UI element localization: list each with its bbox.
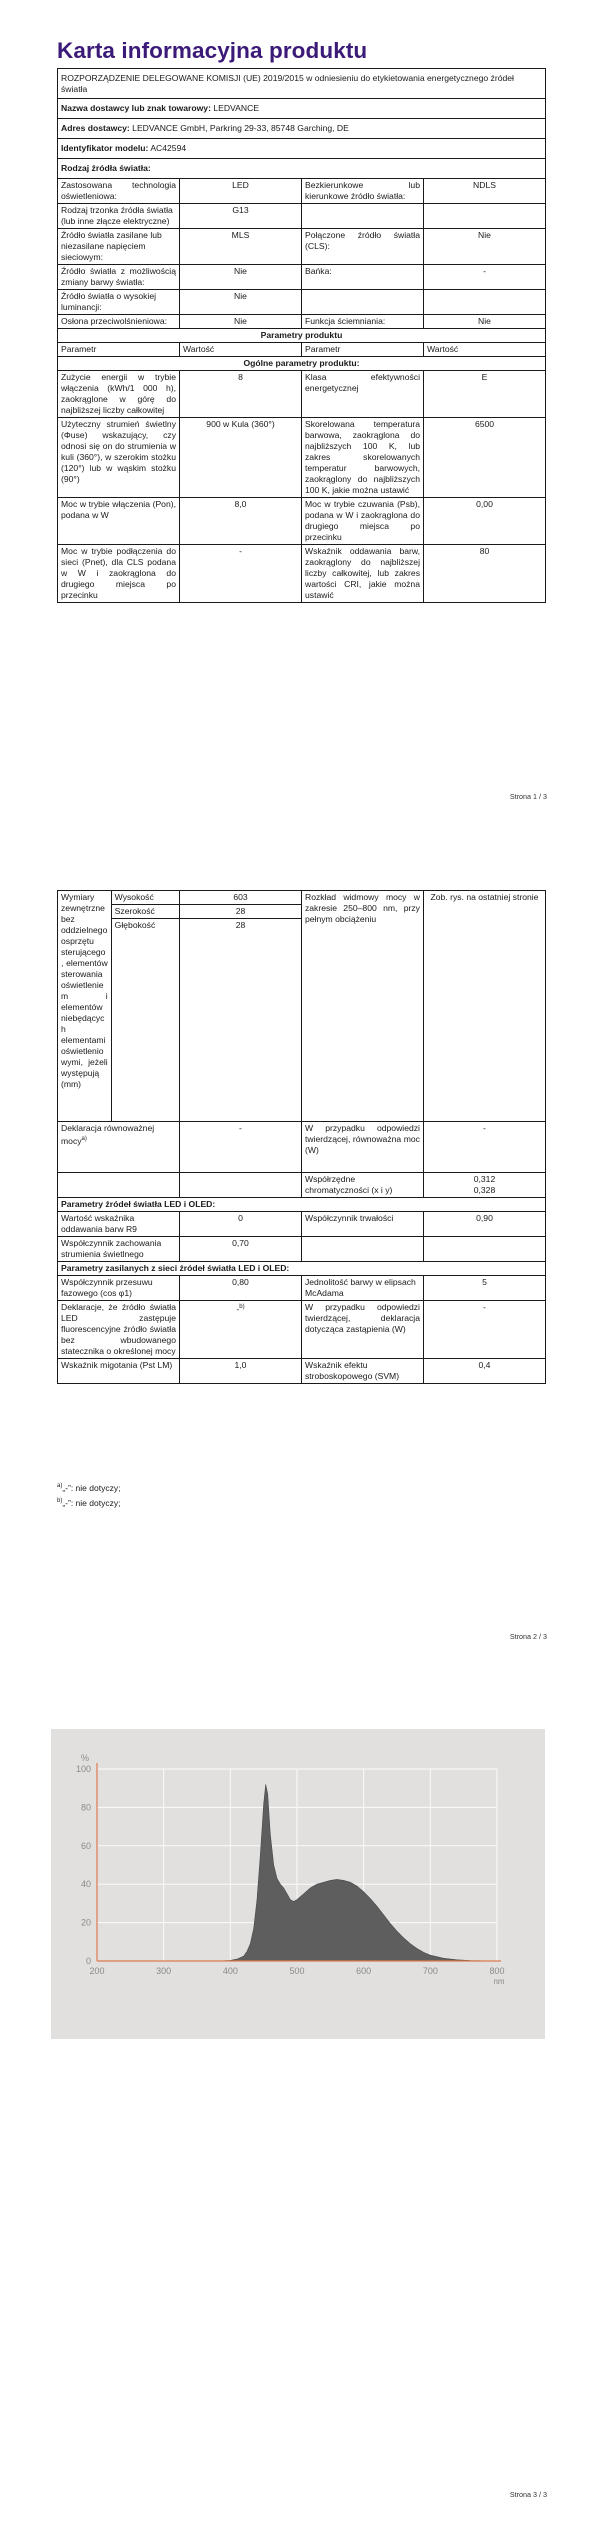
x-tick-label: 600 — [356, 1966, 372, 1976]
x-tick-label: 400 — [222, 1966, 238, 1976]
spectrum-value: Zob. rys. na ostatniej stronie — [423, 891, 545, 1122]
y-tick-label: 40 — [80, 1879, 91, 1890]
dimension-name: Wysokość — [111, 891, 179, 905]
address-label: Adres dostawcy: — [61, 123, 130, 133]
dimension-name: Głębokość — [111, 919, 179, 1122]
x-tick-label: 300 — [156, 1966, 172, 1976]
page-number-2: Strona 2 / 3 — [509, 1632, 547, 1641]
dimension-value: 28 — [179, 905, 301, 919]
x-tick-label: 200 — [89, 1966, 105, 1976]
led-params-header: Parametry źródeł światła LED i OLED: — [58, 1198, 546, 1212]
params-header: Parametry produktu — [58, 329, 546, 343]
address-value: LEDVANCE GmbH, Parkring 29-33, 85748 Garching, DE — [132, 123, 349, 133]
general-row: Źródło światła o wysokiej luminancji: Nie — [58, 290, 546, 315]
regulation-row — [58, 69, 546, 99]
y-tick-label: 60 — [80, 1840, 91, 1851]
model-row — [58, 139, 546, 159]
general-row: Źródło światła zasilane lub niezasilane napięciem sieciowym: MLS Połączone źródło światła (CLS): Nie — [58, 229, 546, 265]
y-tick-label: 20 — [80, 1917, 91, 1928]
y-axis-label: % — [81, 1753, 90, 1763]
dimensions-label: Wymiary zewnętrzne bez oddzielnego osprzętu sterującego, elementów sterowania oświetleniem i elementów niebędących elementami oświetleniowymi, jeżeli występują (mm) — [58, 891, 112, 1122]
dimensions-row — [58, 891, 546, 905]
params-header-row — [58, 329, 546, 343]
param-row: Użyteczny strumień świetlny (Φuse) wskazujący, czy odnosi się on do strumienia w kuli (360°), w szerokim stożku (120°) lub w wąskim stożku (90°) 900 w Kula (360°) Skorelowana temperatura barwowa, zaokrąglona do najbliższych 100 K, lub zakres skorelowanych temperatur barwowych, zaokrąglony do najbliższych 100 K, jakie można ustawić 6500 — [58, 418, 546, 498]
spectrum-label: Rozkład widmowy mocy w zakresie 250–800 nm, przy pełnym obciążeniu — [301, 891, 423, 1122]
param-row: Wartość wskaźnika oddawania barw R9 0 Współczynnik trwałości 0,90 — [58, 1212, 546, 1237]
mains-params-header: Parametry zasilanych z sieci źródeł światła LED i OLED: — [58, 1262, 546, 1276]
param-row: Moc w trybie włączenia (Pon), podana w W 8,0 Moc w trybie czuwania (Psb), podana w W i zaokrąglona do drugiego miejsca po przecinku 0,00 — [58, 498, 546, 545]
param-row: Współczynnik przesuwu fazowego (cos φ1) 0,80 Jednolitość barwy w elipsach McAdama 5 — [58, 1276, 546, 1301]
spectrum-area — [217, 1784, 497, 1961]
general-row: Rodzaj trzonka źródła światła (lub inne złącze elektryczne) G13 — [58, 204, 546, 229]
y-tick-label: 80 — [80, 1802, 91, 1813]
x-tick-label: 800 — [489, 1966, 505, 1976]
x-tick-label: 700 — [422, 1966, 438, 1976]
param-row: Deklaracje, że źródło światła LED zastępuje fluorescencyjne źródło światła bez wbudowanego statecznika o określonej mocy -$^{b)}$ W przypadku odpowiedzi twierdzącej, deklaracja dotycząca zastąpienia (W) - — [58, 1301, 546, 1359]
page-2 — [0, 880, 595, 1680]
param-row: Zużycie energii w trybie włączenia (kWh/1 000 h), zaokrąglone w górę do najbliższej liczby całkowitej 8 Klasa efektywności energetycznej E — [58, 371, 546, 418]
general-row: Osłona przeciwolśnieniowa: Nie Funkcja ściemniania: Nie — [58, 315, 546, 329]
model-label: Identyfikator modelu: — [61, 143, 149, 153]
dimension-value: 603 — [179, 891, 301, 905]
source-type-row — [58, 159, 546, 179]
param-row: Współrzędne chromatyczności (x i y) 0,312 0,328 — [58, 1173, 546, 1198]
product-info-table — [57, 68, 546, 603]
led-header-row — [58, 1198, 546, 1212]
general-row: Źródło światła z możliwością zmiany barwy światła: Nie Bańka: - — [58, 265, 546, 290]
address-row — [58, 119, 546, 139]
page-number-1: Strona 1 / 3 — [509, 792, 547, 801]
page-title: Karta informacyjna produktu — [57, 38, 368, 63]
general-params-header-row — [58, 357, 546, 371]
general-params-header: Ogólne parametry produktu: — [58, 357, 546, 371]
supplier-label: Nazwa dostawcy lub znak towarowy: — [61, 103, 211, 113]
model-value: AC42594 — [150, 143, 187, 153]
dimension-value: 28 — [179, 919, 301, 1122]
footnote: $^{b)}$„-”: nie dotyczy; — [57, 1497, 121, 1508]
x-axis-label: nm — [493, 1977, 505, 1986]
regulation-text: ROZPORZĄDZENIE DELEGOWANE KOMISJI (UE) 2019/2015 w odniesieniu do etykietowania energetycznego źródeł światła — [58, 69, 546, 99]
param-row: Współczynnik zachowania strumienia świetlnego 0,70 — [58, 1237, 546, 1262]
mains-header-row — [58, 1262, 546, 1276]
param-row: Wskaźnik migotania (Pst LM) 1,0 Wskaźnik efektu stroboskopowego (SVM) 0,4 — [58, 1359, 546, 1384]
product-params-table-continued — [57, 890, 546, 1384]
supplier-value: LEDVANCE — [213, 103, 260, 113]
column-header-row: Parametr Wartość Parametr Wartość — [58, 343, 546, 357]
footnote: $^{a)}$„-”: nie dotyczy; — [57, 1482, 121, 1493]
param-row: Deklaracja równoważnej mocy$^{a)}$ - W przypadku odpowiedzi twierdzącej, równoważna moc (W) - — [58, 1122, 546, 1173]
supplier-row — [58, 99, 546, 119]
general-row: Zastosowana technologia oświetleniowa: LED Bezkierunkowe lub kierunkowe źródło światła: NDLS — [58, 179, 546, 204]
spectrum-plot — [51, 1729, 545, 2039]
x-tick-label: 500 — [289, 1966, 305, 1976]
source-type-label: Rodzaj źródła światła: — [58, 159, 546, 179]
param-row: Moc w trybie podłączenia do sieci (Pnet), dla CLS podana w W i zaokrąglona do drugiego miejsca po przecinku - Wskaźnik oddawania barw, zaokrąglony do najbliższej liczby całkowitej, lub zakres wartości CRI, jakie można ustawić 80 — [58, 545, 546, 603]
footnotes — [57, 1480, 120, 1510]
dimension-name: Szerokość — [111, 905, 179, 919]
page-1 — [0, 0, 595, 830]
y-tick-label: 100 — [75, 1764, 91, 1774]
page-number-3: Strona 3 / 3 — [509, 2490, 547, 2499]
y-tick-label: 0 — [85, 1956, 91, 1966]
spectral-distribution-chart — [51, 1729, 545, 2039]
